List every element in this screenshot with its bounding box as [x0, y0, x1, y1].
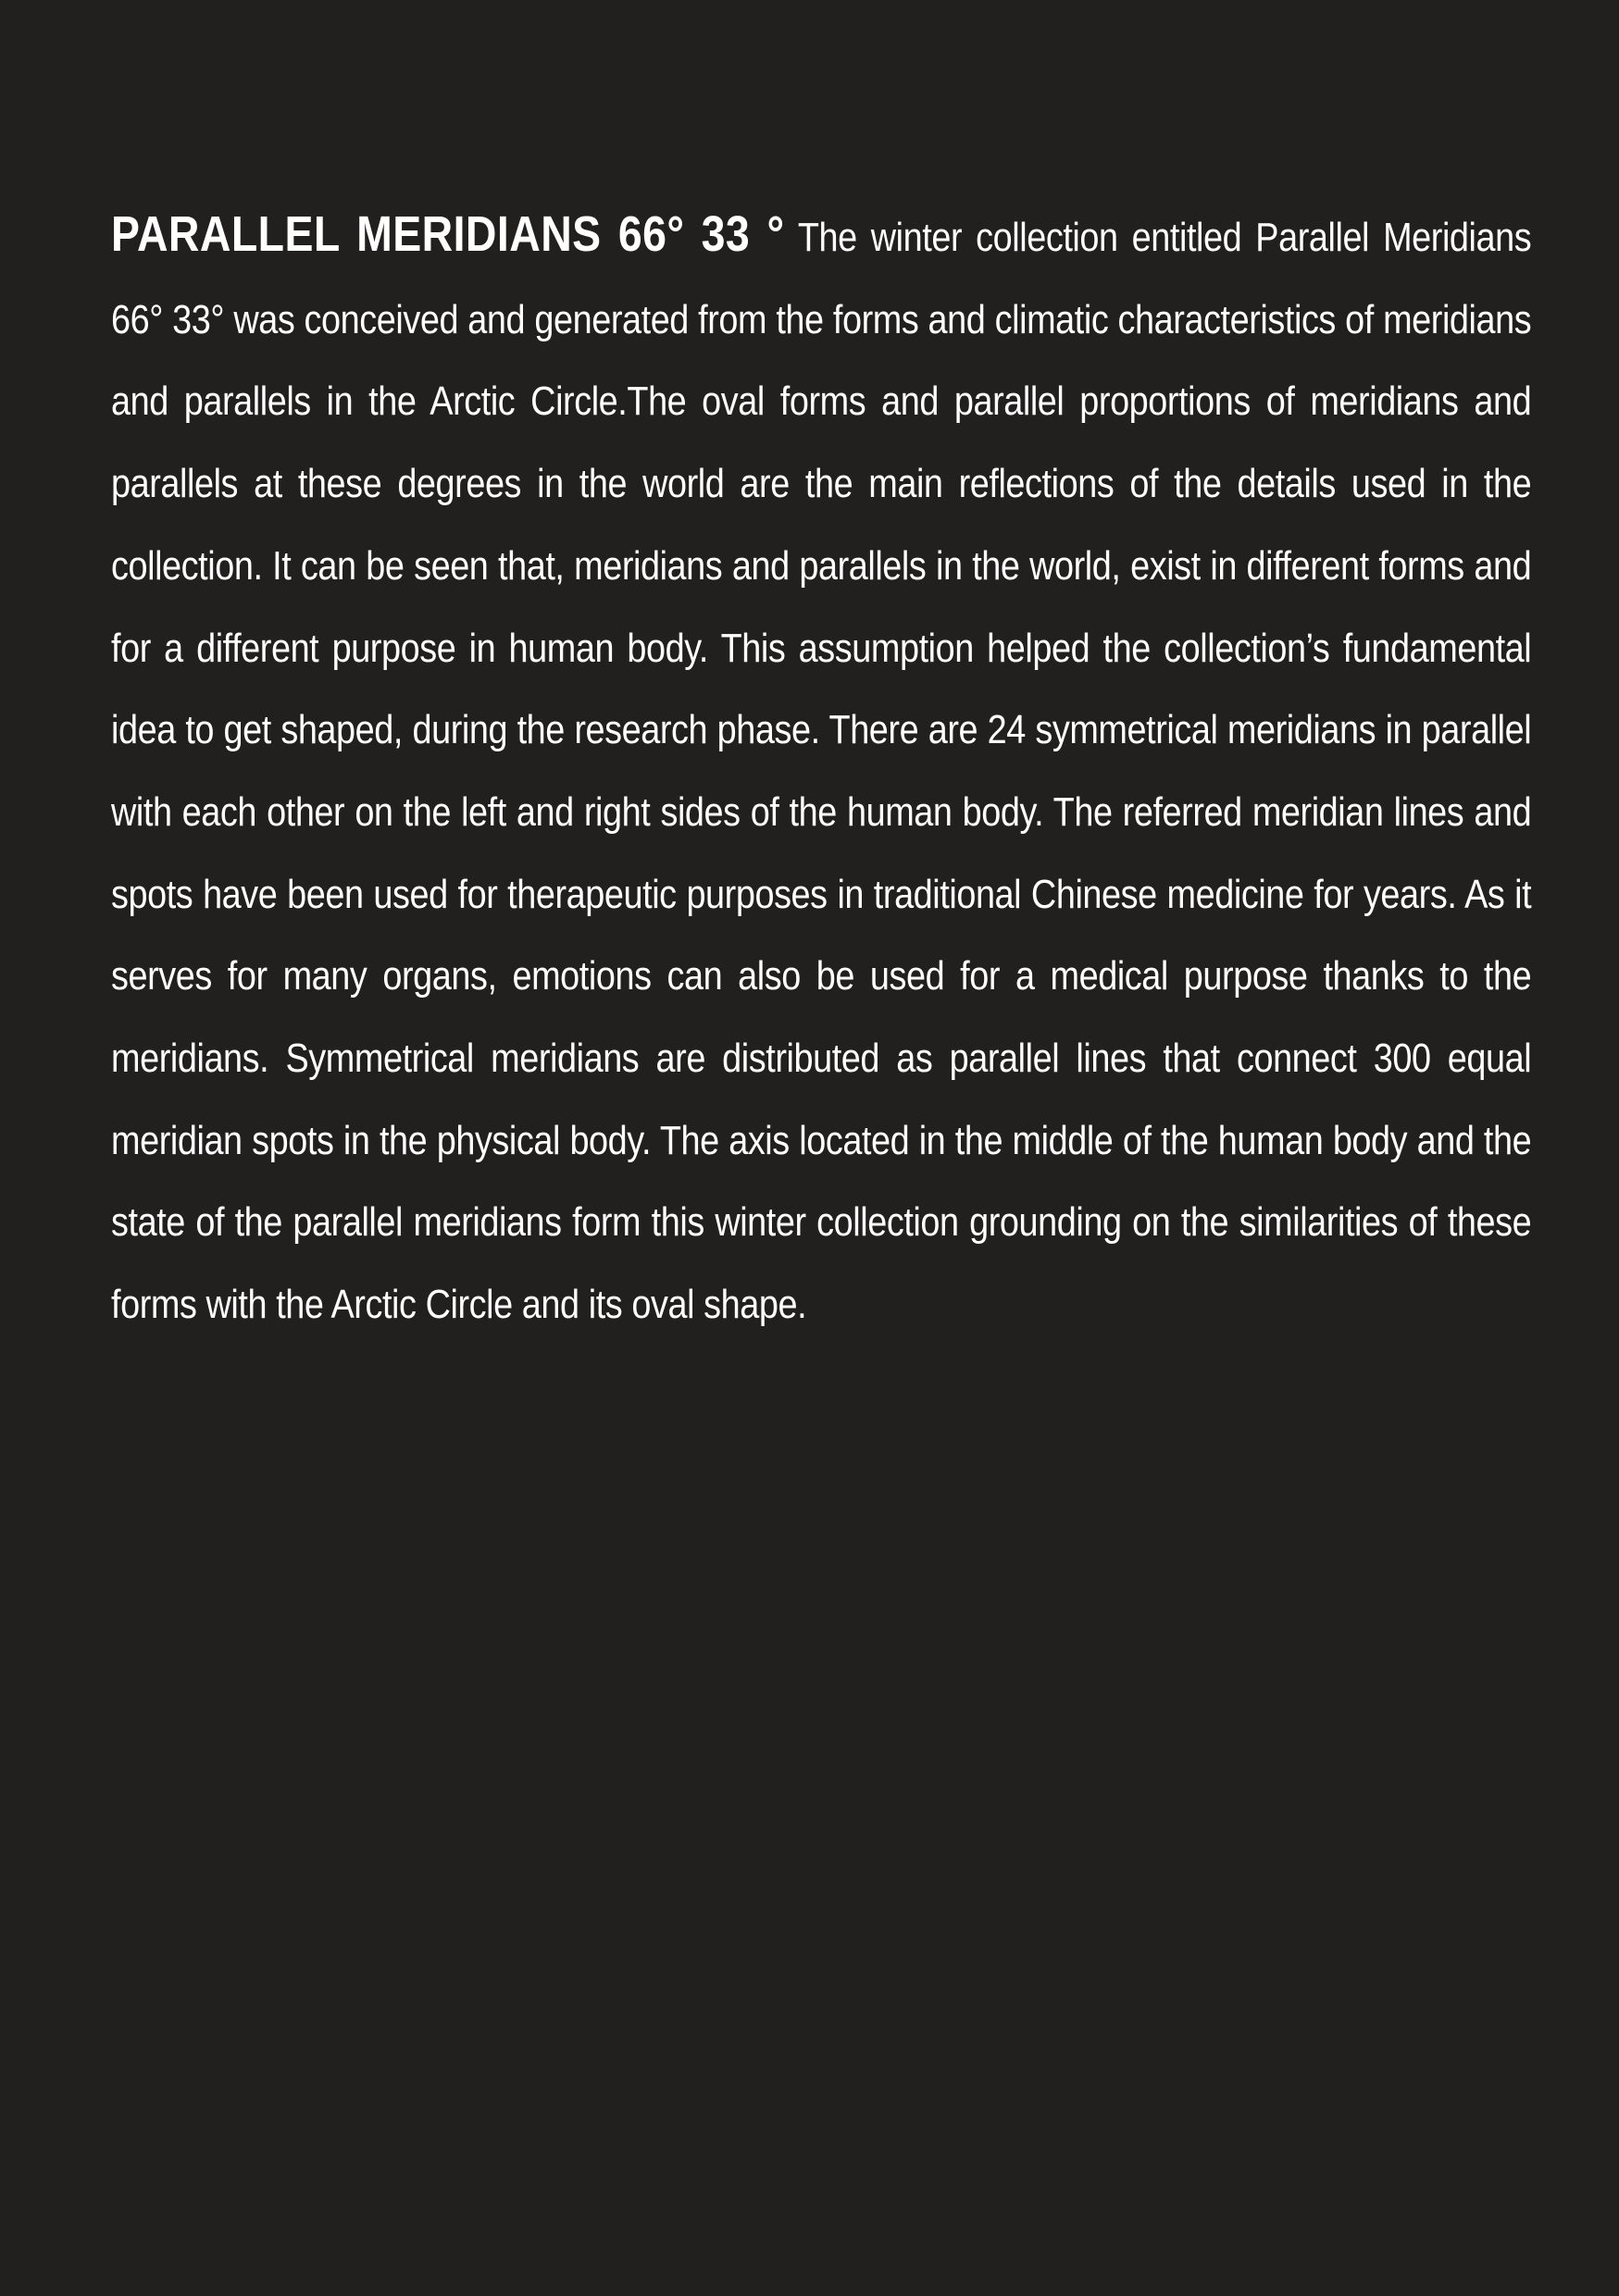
paragraph	[111, 193, 1531, 1347]
body-text: The winter collection entitled Parallel Meridians 66° 33° was conceived and generated from the forms and climatic characteristics of meridians and parallels in the Arctic Circle.The oval forms and parallel proportions of meridians and parallels at these degrees in the world are the main reflections of the details used in the collection. It can be seen that, meridians and parallels in the world, exist in different forms and for a different purpose in human body. This assumption helped the collection’s fundamental idea to get shaped, during the research phase. There are 24 symmetrical meridians in parallel with each other on the left and right sides of the human body. The referred meridian lines and spots have been used for therapeutic purposes in traditional Chinese medicine for years. As it serves for many organs, emotions can also be used for a medical purpose thanks to the meridians. Symmetrical meridians are distributed as parallel lines that connect 300 equal meridian spots in the physical body. The axis located in the middle of the human body and the state of the parallel meridians form this winter collection grounding on the similarities of these forms with the Arctic Circle and its oval shape.	[111, 215, 1532, 1328]
document-title: PARALLEL MERIDIANS 66° 33 °	[111, 206, 785, 262]
